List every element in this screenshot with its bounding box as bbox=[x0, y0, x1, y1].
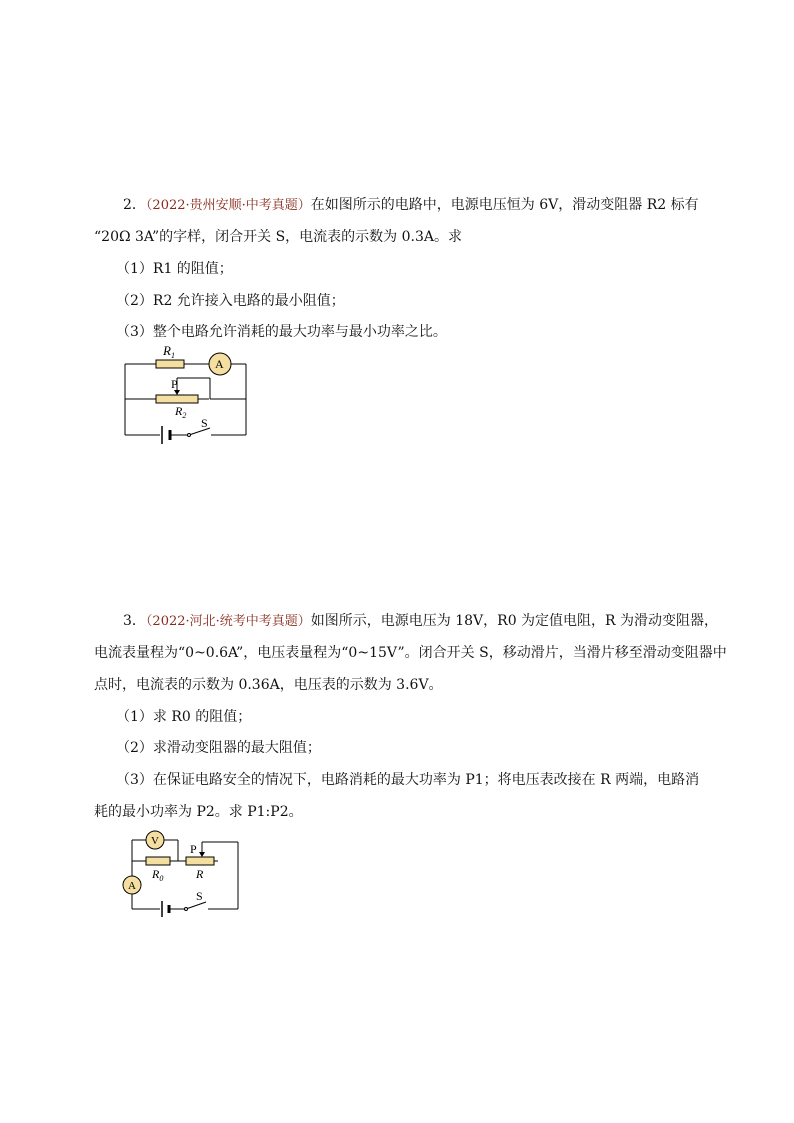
q3-r-resistor bbox=[186, 857, 214, 865]
q3-stem-line2: 电流表量程为“0~0.6A”，电压表量程为“0~15V”。闭合开关 S，移动滑片，当滑片移至滑动变阻器中 bbox=[94, 645, 727, 661]
q2-switch-label: S bbox=[201, 416, 208, 430]
q3-ammeter-label: A bbox=[128, 880, 136, 892]
q3-subquestion-2: （2）求滑动变阻器的最大阻值； bbox=[116, 740, 321, 756]
q3-source: （2022·河北·统考中考真题） bbox=[145, 614, 311, 629]
q2-stem-line1 bbox=[123, 195, 699, 216]
q2-r2-resistor bbox=[156, 395, 198, 403]
q3-slider-arrow bbox=[199, 852, 205, 857]
q3-slider-label: P bbox=[190, 842, 197, 856]
q2-subquestion-1: （1）R1 的阻值； bbox=[116, 261, 233, 277]
q2-subquestion-3: （3）整个电路允许消耗的最大功率与最小功率之比。 bbox=[116, 324, 447, 340]
q3-subquestion-3-line1: （3）在保证电路安全的情况下，电路消耗的最大功率为 P1；将电压表改接在 R 两端，电路消 bbox=[116, 772, 700, 788]
q3-r0-resistor bbox=[146, 857, 170, 865]
q3-voltmeter-label: V bbox=[151, 835, 159, 847]
q2-r2-label: $R_2$ bbox=[175, 404, 187, 420]
q3-stem-text1: 如图所示，电源电压为 18V，R0 为定值电阻，R 为滑动变阻器， bbox=[310, 613, 719, 629]
q3-r0-label: $R_0$ bbox=[152, 867, 164, 883]
q2-switch-pivot bbox=[188, 434, 191, 437]
q2-stem-text1: 在如图所示的电路中，电源电压恒为 6V，滑动变阻器 R2 标有 bbox=[310, 197, 699, 213]
q3-stem-line1 bbox=[123, 611, 718, 632]
q2-source: （2022·贵州安顺·中考真题） bbox=[145, 198, 311, 213]
q3-circuit-diagram bbox=[116, 826, 246, 918]
q2-ammeter-label: A bbox=[215, 357, 224, 371]
q2-subquestion-2: （2）R2 允许接入电路的最小阻值； bbox=[116, 293, 345, 309]
q3-r-label: R bbox=[196, 867, 204, 881]
q2-slider-label: P bbox=[171, 377, 178, 391]
q3-number: 3． bbox=[123, 613, 146, 629]
q2-stem-line2: “20Ω 3A”的字样，闭合开关 S，电流表的示数为 0.3A。求 bbox=[94, 229, 463, 245]
q2-number: 2． bbox=[123, 197, 146, 213]
q3-subquestion-1: （1）求 R0 的阻值； bbox=[116, 709, 252, 725]
q3-switch-pivot bbox=[185, 908, 188, 911]
q3-stem-line3: 点时，电流表的示数为 0.36A，电压表的示数为 3.6V。 bbox=[94, 677, 443, 693]
q3-subquestion-3-line2: 耗的最小功率为 P2。求 P1:P2。 bbox=[94, 804, 303, 820]
q2-r1-label: $R_1$ bbox=[163, 343, 175, 360]
q3-switch-label: S bbox=[196, 889, 203, 903]
q2-circuit-diagram bbox=[118, 342, 258, 450]
q2-r1-resistor bbox=[156, 360, 184, 368]
